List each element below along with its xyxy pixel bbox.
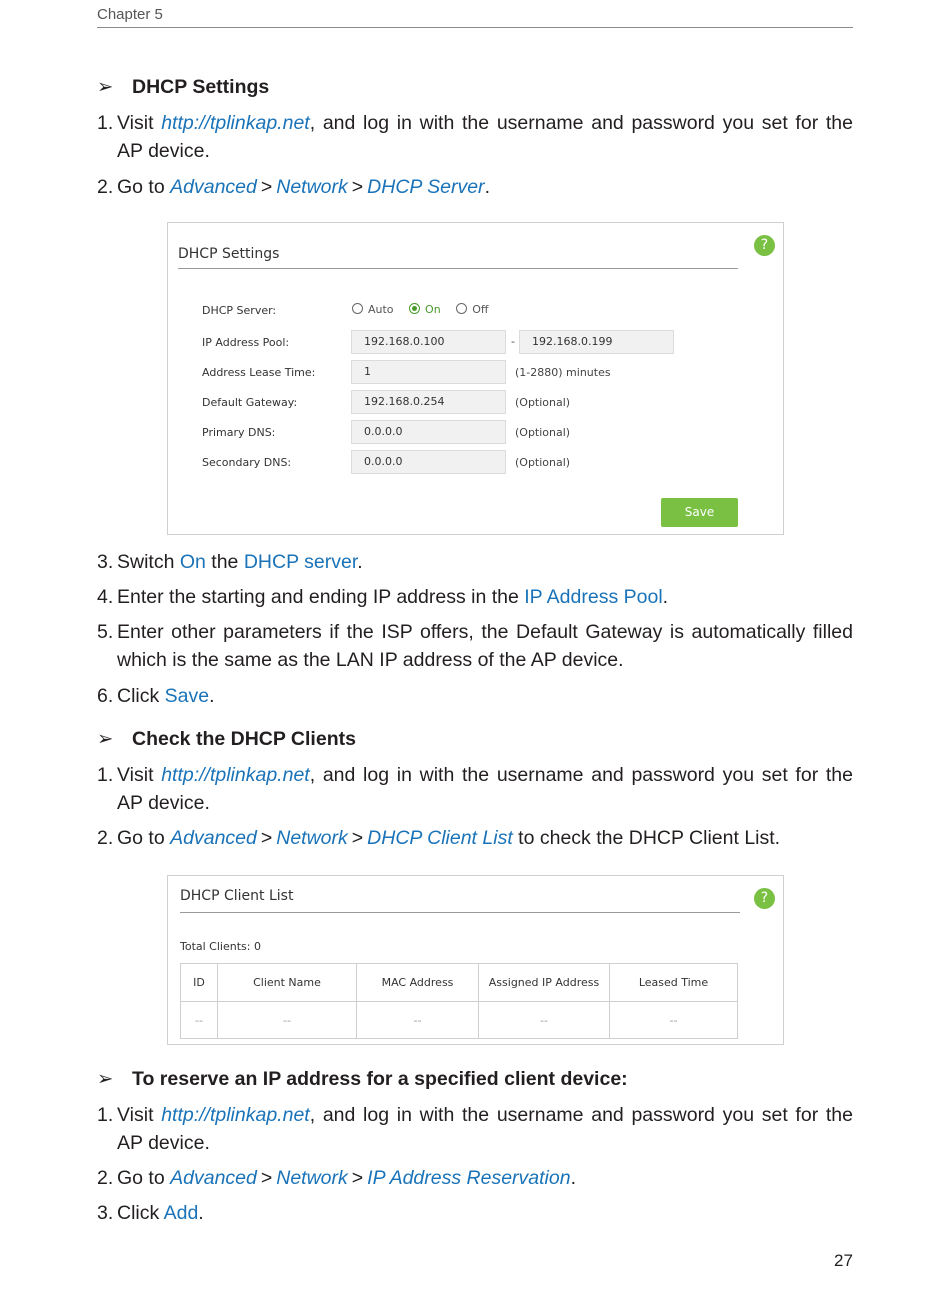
crumb-network: Network <box>276 827 348 849</box>
dhcp-server-label: DHCP Server: <box>202 304 277 317</box>
crumb-advanced: Advanced <box>170 1167 257 1189</box>
column-header: Assigned IP Address <box>479 964 610 1002</box>
crumb-dhcp-client-list: DHCP Client List <box>367 827 513 849</box>
optional-hint: (Optional) <box>515 456 571 469</box>
lease-time-label: Address Lease Time: <box>202 366 316 379</box>
ip-pool-end-input[interactable]: 192.168.0.199 <box>519 330 674 354</box>
crumb-advanced: Advanced <box>170 176 257 198</box>
ip-pool-start-input[interactable]: 192.168.0.100 <box>351 330 506 354</box>
total-clients: Total Clients: 0 <box>180 940 261 953</box>
crumb-network: Network <box>276 1167 348 1189</box>
panel-divider <box>180 912 740 913</box>
client-table <box>180 963 738 1039</box>
help-icon[interactable]: ? <box>754 888 775 909</box>
column-header: ID <box>181 964 218 1002</box>
table-cell: -- <box>610 1002 738 1039</box>
step-3-switch-on: 3. Switch On the DHCP server. <box>97 551 363 573</box>
tplinkap-link[interactable]: http://tplinkap.net <box>161 1104 310 1126</box>
chapter-header: Chapter 5 <box>97 6 853 28</box>
table-row <box>181 1002 738 1039</box>
optional-hint: (Optional) <box>515 426 571 439</box>
table-cell: -- <box>479 1002 610 1039</box>
table-cell: -- <box>181 1002 218 1039</box>
step-5-parameters: 5. Enter other parameters if the ISP offers, the Default Gateway is automatically filled which is the same as the LAN IP address of the AP device. <box>97 621 853 671</box>
crumb-dhcp-server: DHCP Server <box>367 176 485 198</box>
column-header: Leased Time <box>610 964 738 1002</box>
panel-title: DHCP Settings <box>178 246 280 262</box>
secondary-dns-input[interactable]: 0.0.0.0 <box>351 450 506 474</box>
radio-selected-icon <box>409 303 420 314</box>
save-button[interactable]: Save <box>661 498 738 527</box>
crumb-network: Network <box>276 176 348 198</box>
radio-on[interactable]: On <box>409 303 441 316</box>
ip-pool-dash: - <box>511 335 515 348</box>
arrow-bullet-icon: ➢ <box>97 1068 114 1090</box>
column-header: MAC Address <box>357 964 479 1002</box>
panel-divider <box>178 268 738 269</box>
help-icon[interactable]: ? <box>754 235 775 256</box>
step-4-ip-pool: 4. Enter the starting and ending IP address in the IP Address Pool. <box>97 586 669 608</box>
page-number: 27 <box>834 1251 853 1270</box>
dhcp-server-radio-group <box>352 303 500 316</box>
crumb-ip-address-reservation: IP Address Reservation <box>367 1167 571 1189</box>
radio-off[interactable]: Off <box>456 303 488 316</box>
tplinkap-link[interactable]: http://tplinkap.net <box>161 112 310 134</box>
dhcp-client-list-panel <box>167 875 784 1045</box>
table-cell: -- <box>218 1002 357 1039</box>
section-title-dhcp-settings: ➢ DHCP Settings <box>97 76 270 98</box>
lease-time-hint: (1-2880) minutes <box>515 366 611 379</box>
default-gateway-input[interactable]: 192.168.0.254 <box>351 390 506 414</box>
primary-dns-label: Primary DNS: <box>202 426 276 439</box>
lease-time-input[interactable]: 1 <box>351 360 506 384</box>
table-cell: -- <box>357 1002 479 1039</box>
radio-circle-icon <box>352 303 363 314</box>
table-header-row <box>181 964 738 1002</box>
section-title-dhcp-clients: ➢ Check the DHCP Clients <box>97 728 356 750</box>
step-1-visit: 1. Visit http://tplinkap.net, and log in with the username and password you set for the AP device. <box>97 112 853 162</box>
step-2-go-to: 2. Go to Advanced > Network > IP Address Reservation. <box>97 1167 576 1189</box>
step-2-go-to: 2. Go to Advanced > Network > DHCP Server. <box>97 176 490 198</box>
step-1-visit: 1. Visit http://tplinkap.net, and log in with the username and password you set for the AP device. <box>97 764 853 814</box>
column-header: Client Name <box>218 964 357 1002</box>
arrow-bullet-icon: ➢ <box>97 76 114 98</box>
step-3-click-add: 3. Click Add. <box>97 1202 204 1224</box>
optional-hint: (Optional) <box>515 396 571 409</box>
secondary-dns-label: Secondary DNS: <box>202 456 292 469</box>
primary-dns-input[interactable]: 0.0.0.0 <box>351 420 506 444</box>
step-6-click-save: 6. Click Save. <box>97 685 215 707</box>
radio-circle-icon <box>456 303 467 314</box>
ip-pool-label: IP Address Pool: <box>202 336 290 349</box>
crumb-advanced: Advanced <box>170 827 257 849</box>
radio-auto[interactable]: Auto <box>352 303 394 316</box>
dhcp-settings-panel <box>167 222 784 535</box>
tplinkap-link[interactable]: http://tplinkap.net <box>161 764 310 786</box>
panel-title: DHCP Client List <box>180 888 294 904</box>
arrow-bullet-icon: ➢ <box>97 728 114 750</box>
default-gateway-label: Default Gateway: <box>202 396 298 409</box>
step-1-visit: 1. Visit http://tplinkap.net, and log in with the username and password you set for the AP device. <box>97 1104 853 1154</box>
section-title-reserve-ip: ➢ To reserve an IP address for a specified client device: <box>97 1068 628 1090</box>
step-2-go-to: 2. Go to Advanced > Network > DHCP Client List to check the DHCP Client List. <box>97 827 781 849</box>
